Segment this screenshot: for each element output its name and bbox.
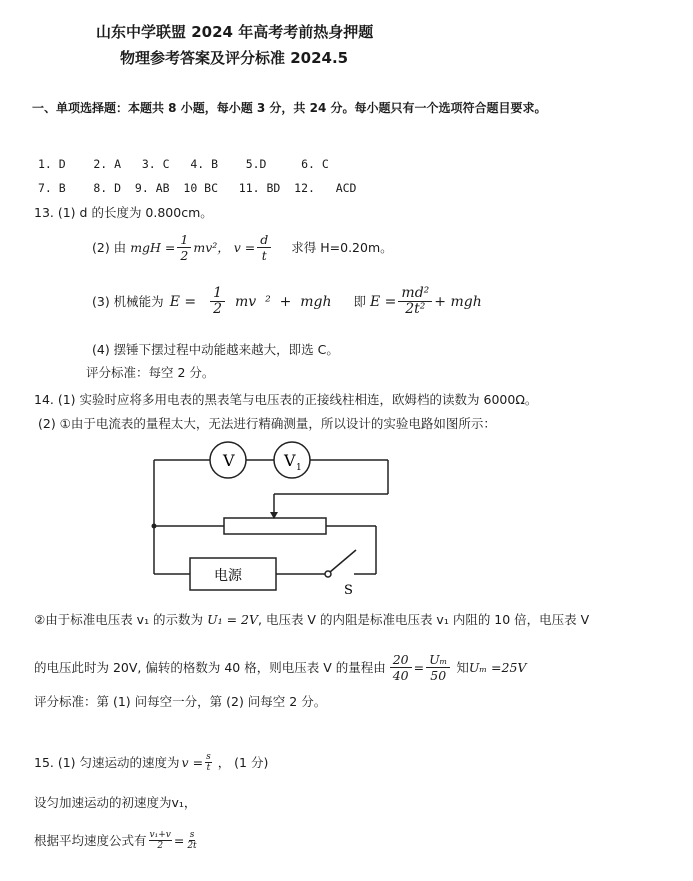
q15-part1 (34, 752, 268, 773)
q14-score: 评分标准：第 (1) 问每空一分，第 (2) 问每空 2 分。 (34, 694, 327, 709)
q13-part2-frac2 (257, 232, 271, 263)
q13-part2-prefix: (2) 由 (92, 239, 127, 255)
q15-text: 根据平均速度公式有 (34, 832, 147, 848)
frac-numerator: 20 (390, 652, 412, 668)
switch-label: S (344, 583, 353, 598)
frac-numerator: v₁+v (149, 830, 171, 840)
frac-denominator: 2 (180, 248, 189, 263)
circuit-diagram (140, 438, 410, 598)
junction-dot (152, 524, 157, 529)
frac-numerator: s (206, 752, 211, 762)
q13-part2-result: 求得 H=0.20m。 (291, 239, 393, 255)
q13-part3-e2: E = (370, 293, 397, 310)
q14-text: 知 (456, 659, 469, 675)
q13-part2 (92, 232, 393, 263)
equals-sign: = (173, 832, 185, 848)
document-subtitle: 物理参考答案及评分标准 2024.5 (120, 49, 349, 67)
voltmeter-v-label: V (223, 451, 235, 470)
q13-part3-tail: + mgh (434, 293, 482, 310)
power-source-label: 电源 (214, 568, 242, 584)
q13-part1: 13. (1) d 的长度为 0.800cm。 (34, 205, 213, 220)
voltmeter-v1-label: V (284, 451, 296, 470)
q14-part2-2-line2 (34, 652, 526, 683)
q13-part3-frac2 (398, 286, 432, 317)
q14-text: 的电压此时为 20V, 偏转的格数为 40 格，则电压表 V 的量程由 (34, 659, 386, 675)
q15-frac1 (149, 830, 172, 851)
frac-denominator: 40 (392, 668, 409, 683)
rheostat (224, 518, 326, 534)
frac-numerator: 1 (210, 286, 225, 302)
section-heading: 一、单项选择题：本题共 8 小题，每小题 3 分，共 24 分。每小题只有一个选项符合题目要求。 (32, 101, 547, 115)
q13-part2-frac1 (177, 232, 191, 263)
q13-part2-rhs: mv²， v = (193, 239, 256, 255)
q15-v: v = (181, 754, 204, 770)
frac-numerator: 1 (177, 232, 191, 248)
q15-part2: 设匀加速运动的初速度为v₁， (34, 795, 197, 810)
q13-part3-prefix: (3) 机械能为 (92, 293, 164, 309)
frac-numerator: Uₘ (426, 652, 450, 668)
answer-row-1: 1. D 2. A 3. C 4. B 5.D 6. C (38, 157, 329, 171)
frac-denominator: 2t (187, 841, 197, 851)
q14-text: , 电压表 V 的内阻是标准电压表 v₁ 内阻的 10 倍，电压表 V (258, 612, 590, 627)
q13-score: 评分标准：每空 2 分。 (86, 365, 215, 380)
q14-frac1 (390, 652, 412, 683)
frac-denominator: 2 (213, 301, 223, 317)
frac-denominator: 50 (430, 668, 447, 683)
frac-denominator: t (206, 763, 211, 773)
q14-frac2 (426, 652, 450, 683)
frac-numerator: s (189, 830, 195, 840)
q15-part3 (34, 830, 200, 851)
q15-frac (205, 752, 212, 773)
switch-contact (325, 571, 331, 577)
q14-u1: U₁ = 2V (207, 612, 259, 627)
q13-part2-lhs: mgH = (130, 239, 176, 255)
q15-text: 15. (1) 匀速运动的速度为 (34, 754, 180, 770)
q14-text: ②由于标准电压表 v₁ 的示数为 (34, 612, 204, 627)
switch-blade (330, 550, 356, 572)
equals-sign: = (413, 659, 425, 675)
document-title: 山东中学联盟 2024 年高考考前热身押题 (96, 23, 374, 41)
q13-part3-ji: 即 (353, 293, 367, 309)
voltmeter-v1-subscript: 1 (296, 463, 302, 473)
q15-frac2 (186, 830, 197, 851)
answer-row-2: 7. B 8. D 9. AB 10 BC 11. BD 12. ACD (38, 181, 357, 195)
q14-part2: (2) ①由于电流表的量程太大，无法进行精确测量，所以设计的实验电路如图所示： (38, 416, 496, 431)
q13-part3 (92, 286, 482, 317)
q14-part1: 14. (1) 实验时应将多用电表的黑表笔与电压表的正接线柱相连，欧姆档的读数为 6000Ω。 (34, 392, 538, 407)
q13-part4: (4) 摆锤下摆过程中动能越来越大，即选 C。 (92, 342, 339, 357)
frac-denominator: t (261, 248, 267, 263)
frac-numerator: d (257, 232, 271, 248)
frac-numerator: md² (398, 286, 432, 302)
frac-denominator: 2t² (405, 301, 426, 317)
q13-part3-e: E = (169, 293, 197, 310)
q13-part3-frac (210, 286, 225, 317)
frac-denominator: 2 (157, 841, 164, 851)
q13-part3-mid: mv ² + mgh (235, 293, 332, 310)
q14-part2-2-line1 (34, 612, 589, 628)
q14-um: Uₘ =25V (468, 659, 527, 675)
q15-text: ， (1 分) (217, 754, 269, 770)
